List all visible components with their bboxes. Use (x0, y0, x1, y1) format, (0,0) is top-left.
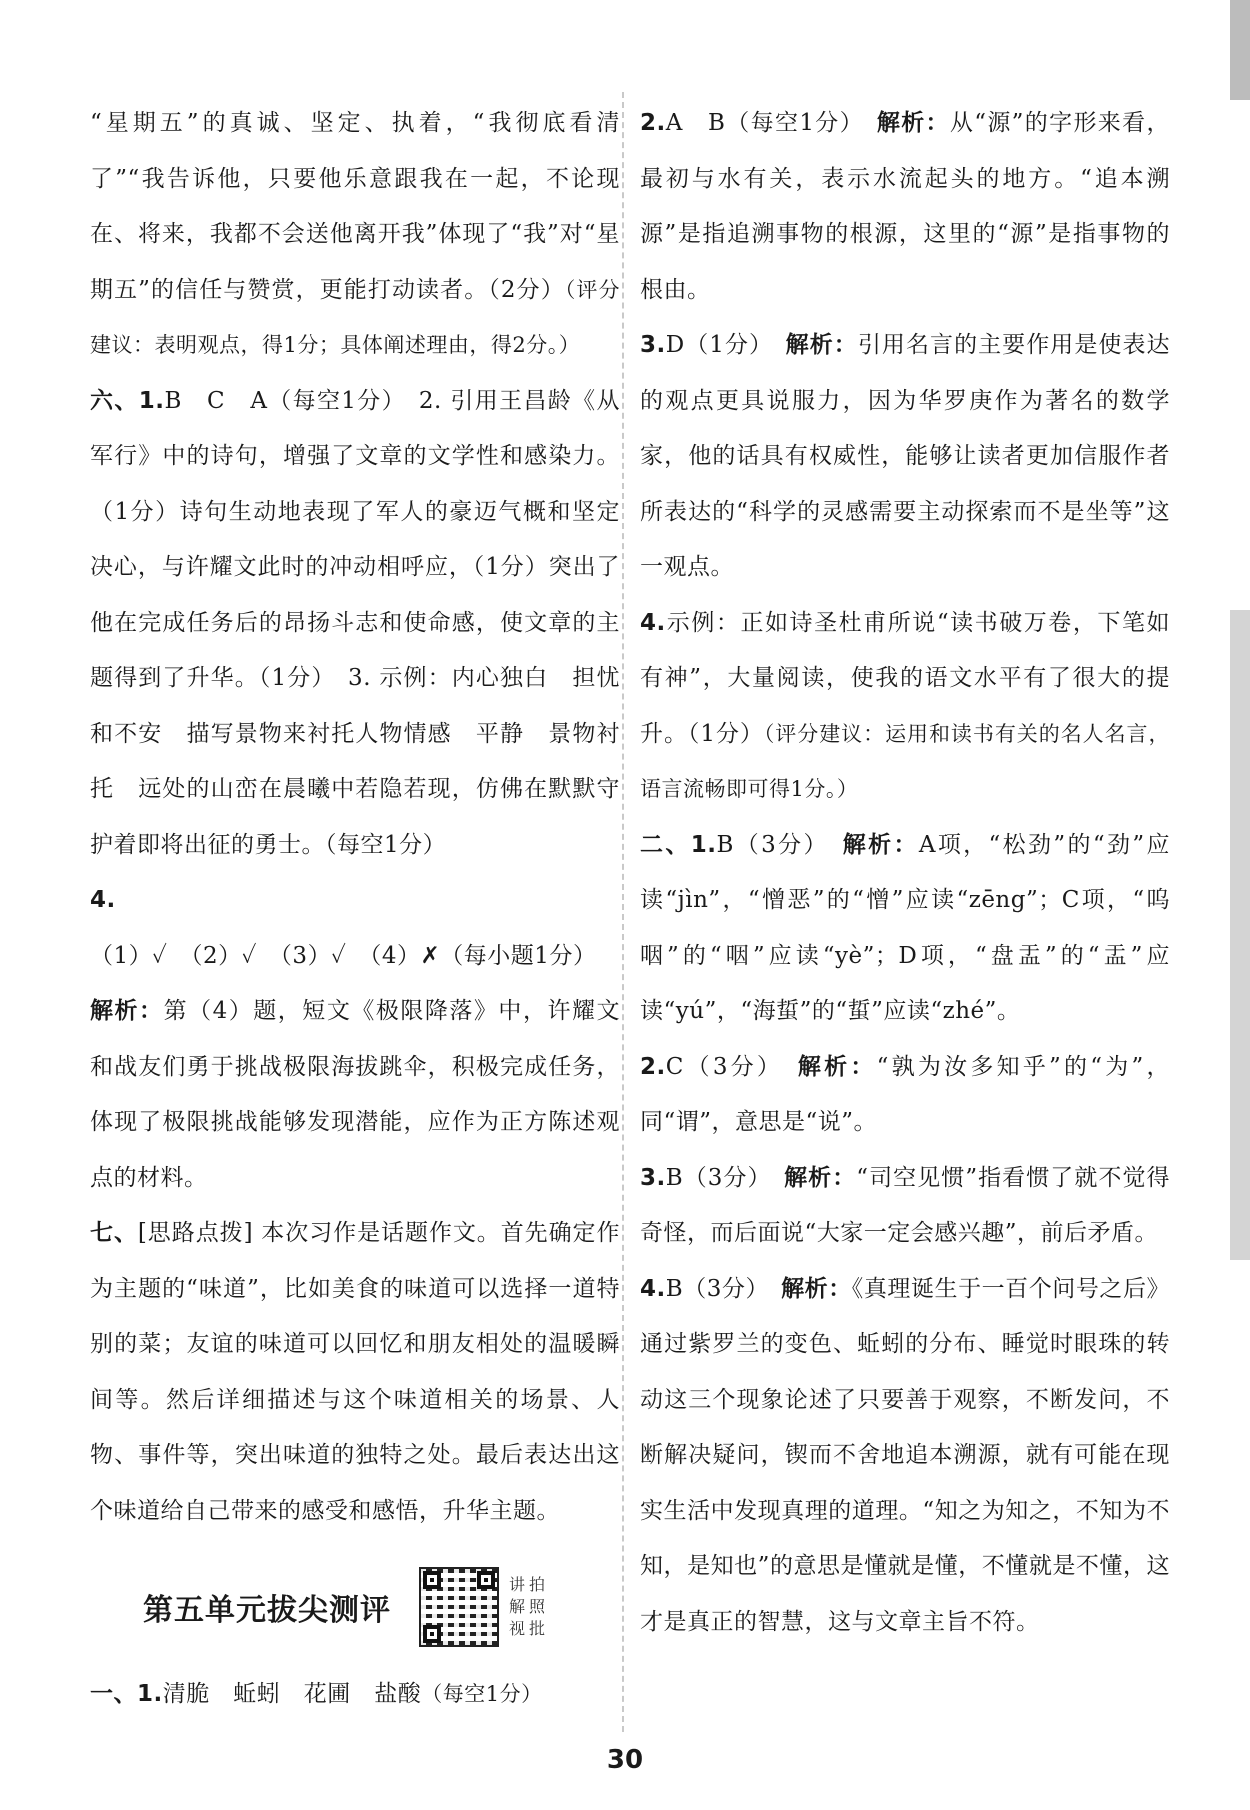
qr-caption: 讲 拍 解 照 视 批 (508, 1575, 545, 1638)
answer-paragraph: 4.B（3分） 解析：《真理诞生于一百个问号之后》通过紫罗兰的变色、蚯蚓的分布、睡觉时眼珠的转动这三个现象论述了只要善于观察，不断发问，不断解决疑问，锲而不舍地追本溯源，就有可能在现实生活中发现真理的道理。“知之为知之，不知为不知，是知也”的意思是懂就是懂，不懂就是不懂，这才是真正的智慧，这与文章主旨不符。 (640, 1275, 1171, 1635)
answer-paragraph: “星期五”的真诚、坚定、执着，“我彻底看清了”“我告诉他，只要他乐意跟我在一起，不论现在、将来，我都不会送他离开我”体现了“我”对“星期五”的信任与赞赏，更能打动读者。（2分）（评分建议：表明观点，得1分；具体阐述理由，得2分。） (90, 110, 620, 357)
answer-paragraph: 一、1.清脆 蚯蚓 花圃 盐酸（每空1分） (90, 1681, 543, 1707)
right-column (640, 96, 1170, 1650)
answer-paragraph: 2.C（3分） 解析：“孰为汝多知乎”的“为”，同“谓”，意思是“说”。 (640, 1053, 1171, 1135)
answer-paragraph: 七、[思路点拨] 本次习作是话题作文。首先确定作为主题的“味道”，比如美食的味道可以选择一道特别的菜；友谊的味道可以回忆和朋友相处的温暖瞬间等。然后详细描述与这个味道相关的场景、人物、事件等，突出味道的独特之处。最后表达出这个味道给自己带来的感受和感悟，升华主题。 (90, 1220, 620, 1524)
unit-title-row (90, 1557, 620, 1657)
answer-paragraph: 六、1.B C A（每空1分） 2. 引用王昌龄《从军行》中的诗句，增强了文章的文学性和感染力。（1分）诗句生动地表现了军人的豪迈气概和坚定决心，与许耀文此时的冲动相呼应，（1分）突出了他在完成任务后的昂扬斗志和使命感，使文章的主题得到了升华。（1分） 3. 示例：内心独白 担忧和不安 描写景物来衬托人物情感 平静 景物衬托 远处的山峦在晨曦中若隐若现，仿佛在默默守护着即将出征的勇士。（每空1分） (90, 387, 620, 858)
qr-code-icon[interactable] (419, 1567, 499, 1647)
column-divider (622, 92, 624, 1732)
answer-paragraph: 3.D（1分） 解析：引用名言的主要作用是使表达的观点更具说服力，因为华罗庚作为著名的数学家，他的话具有权威性，能够让读者更加信服作者所表达的“科学的灵感需要主动探索而不是坐等”这一观点。 (640, 332, 1171, 580)
analysis-paragraph: 解析：第（4）题，短文《极限降落》中，许耀文和战友们勇于挑战极限海拔跳伞，积极完成任务，体现了极限挑战能够发现潜能，应作为正方陈述观点的材料。 (90, 998, 621, 1191)
page-number: 30 (606, 1745, 644, 1775)
answer-paragraph: 4.（1）✓ （2）✓ （3）✓ （4）✗（每小题1分） (90, 887, 597, 969)
unit-title: 第五单元拔尖测评 (143, 1593, 391, 1628)
edge-mark-top (1230, 0, 1250, 100)
answer-paragraph: 2.A B（每空1分） 解析：从“源”的字形来看，最初与水有关，表示水流起头的地方。“追本溯源”是指追溯事物的根源，这里的“源”是指事物的根由。 (640, 110, 1170, 303)
edge-mark-middle (1230, 610, 1250, 1260)
answer-paragraph: 二、1.B（3分） 解析：A项，“松劲”的“劲”应读“jìn”，“憎恶”的“憎”应读“zēng”；C项，“呜咽”的“咽”应读“yè”；D项，“盘盂”的“盂”应读“yú”，“海蜇”的“蜇”应读“zhé”。 (640, 831, 1171, 1024)
left-column (90, 96, 620, 1723)
answer-paragraph: 3.B（3分） 解析：“司空见惯”指看惯了就不觉得奇怪，而后面说“大家一定会感兴趣”，前后矛盾。 (640, 1164, 1171, 1246)
answer-paragraph: 4.示例：正如诗圣杜甫所说“读书破万卷，下笔如有神”，大量阅读，使我的语文水平有了很大的提升。（1分）（评分建议：运用和读书有关的名人名言，语言流畅即可得1分。） (640, 609, 1171, 801)
